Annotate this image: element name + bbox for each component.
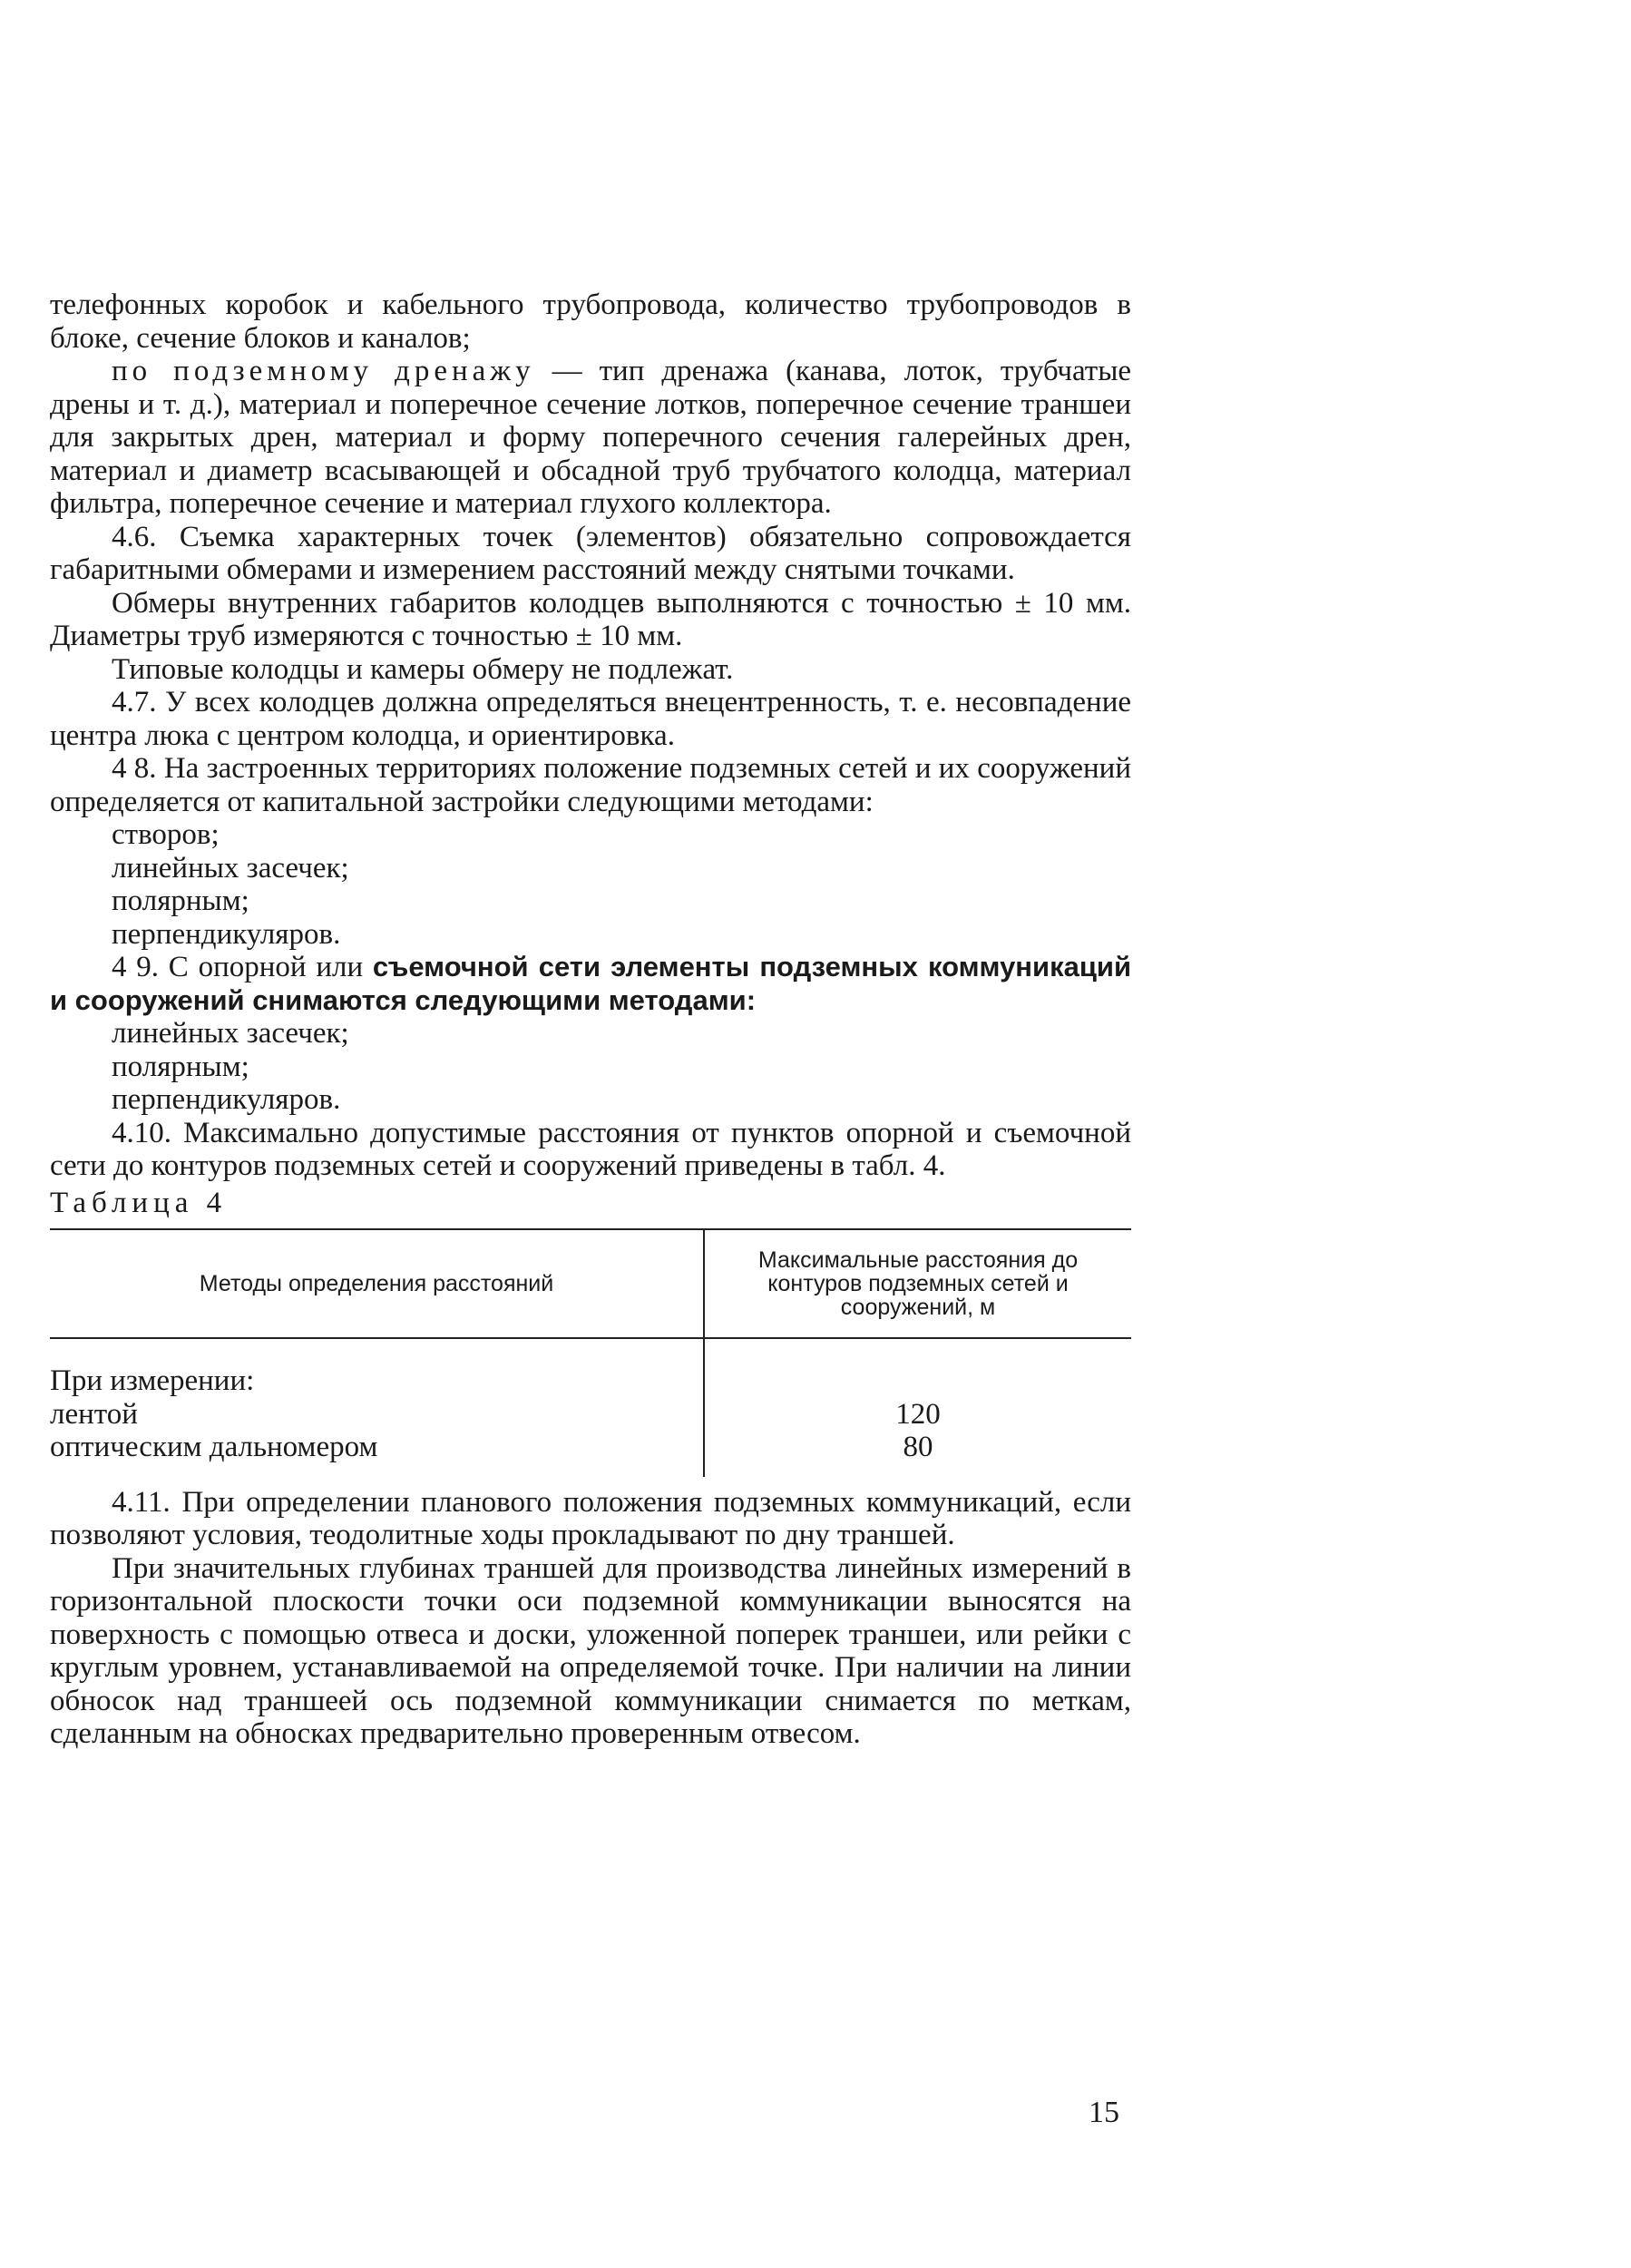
text-column: [50, 288, 1131, 1751]
paragraph: При значительных глубинах траншей для производства линейных измерений в горизонтальной плоскости точки оси подземной коммуникации выносятся на поверхность с помощью отвеса и доски, уложенной поперек траншеи, или рейки с круглым уровнем, устанавливаемой на определяемой точке. При наличии на линии обносок над траншеей ось подземной коммуникации снимается по меткам, сделанным на обносках предварительно проверенным отвесом.: [50, 1551, 1131, 1750]
list-item: перпендикуляров.: [112, 1083, 341, 1116]
term-spaced: по подземному дренажу: [112, 355, 535, 387]
paragraph: Обмеры внутренних габаритов колодцев выполняются с точностью ± 10 мм. Диаметры труб измеряются с точностью ± 10 мм.: [50, 586, 1131, 652]
value-cell: 80: [704, 1431, 1131, 1477]
method-cell: оптическим дальномером: [50, 1431, 378, 1463]
empty-cell: [704, 1338, 1131, 1398]
paragraph: 4.10. Максимально допустимые расстояния от пунктов опорной и съемочной сети до контуров подземных сетей и сооружений приведены в табл. 4.: [50, 1116, 1131, 1182]
paragraph: 4 8. На застроенных территориях положение подземных сетей и их сооружений определяется от капитальной застройки следующими методами:: [50, 752, 1131, 818]
paragraph-text: 4 9. С опорной или: [112, 951, 364, 983]
paragraph-text: — тип дренажа (канава, лоток, трубчатые дрены и т. д.), материал и поперечное сечение лотков, поперечное сечение траншеи для закрытых дрен, материал и форму поперечного сечения галерейных дрен, материал и диаметр всасывающей и обсадной труб трубчатого колодца, материал фильтра, поперечное сечение и материал глухого коллектора.: [50, 355, 1132, 520]
distance-table: [50, 1228, 1131, 1477]
header-max-distances: Максимальные расстояния до контуров подземных сетей и сооружений, м: [704, 1229, 1131, 1338]
list-item: створов;: [112, 818, 220, 851]
paragraph: 4.6. Съемка характерных точек (элементов) обязательно сопровождается габаритными обмерами и измерением расстояний между снятыми точками.: [50, 520, 1131, 586]
list-item: линейных засечек;: [112, 1017, 349, 1050]
header-methods: Методы определения расстояний: [199, 1271, 554, 1296]
group-label: При измерении:: [50, 1364, 255, 1397]
value-cell: 120: [704, 1398, 1131, 1432]
list-item: полярным;: [112, 885, 249, 917]
table-row: [50, 1398, 1131, 1432]
paragraph-text-bold: съемочной сети элементы подземных коммуникаций и сооружений снимаются следующими методами:: [50, 951, 1132, 1016]
paragraph: 4.7. У всех колодцев должна определяться внецентренность, т. е. несовпадение центра люка с центром колодца, и ориентировка.: [50, 686, 1131, 752]
paragraph-drainage: [50, 355, 1131, 521]
list-item: перпендикуляров.: [112, 917, 341, 951]
table-header-row: [50, 1229, 1131, 1338]
table-caption: Таблица 4: [50, 1186, 228, 1219]
paragraph: Типовые колодцы и камеры обмеру не подлежат.: [112, 652, 734, 686]
paragraph: 4.11. При определении планового положения подземных коммуникаций, если позволяют условия, теодолитные ходы прокладывают по дну траншей.: [50, 1485, 1131, 1551]
paragraph: телефонных коробок и кабельного трубопровода, количество трубопроводов в блоке, сечение блоков и каналов;: [50, 288, 1131, 355]
table-row: [50, 1431, 1131, 1477]
page-number: 15: [1089, 2096, 1119, 2129]
method-cell: лентой: [50, 1397, 138, 1431]
list-item: линейных засечек;: [112, 851, 349, 885]
paragraph-methods: [50, 951, 1131, 1017]
list-item: полярным;: [112, 1050, 249, 1083]
table-row: [50, 1338, 1131, 1398]
